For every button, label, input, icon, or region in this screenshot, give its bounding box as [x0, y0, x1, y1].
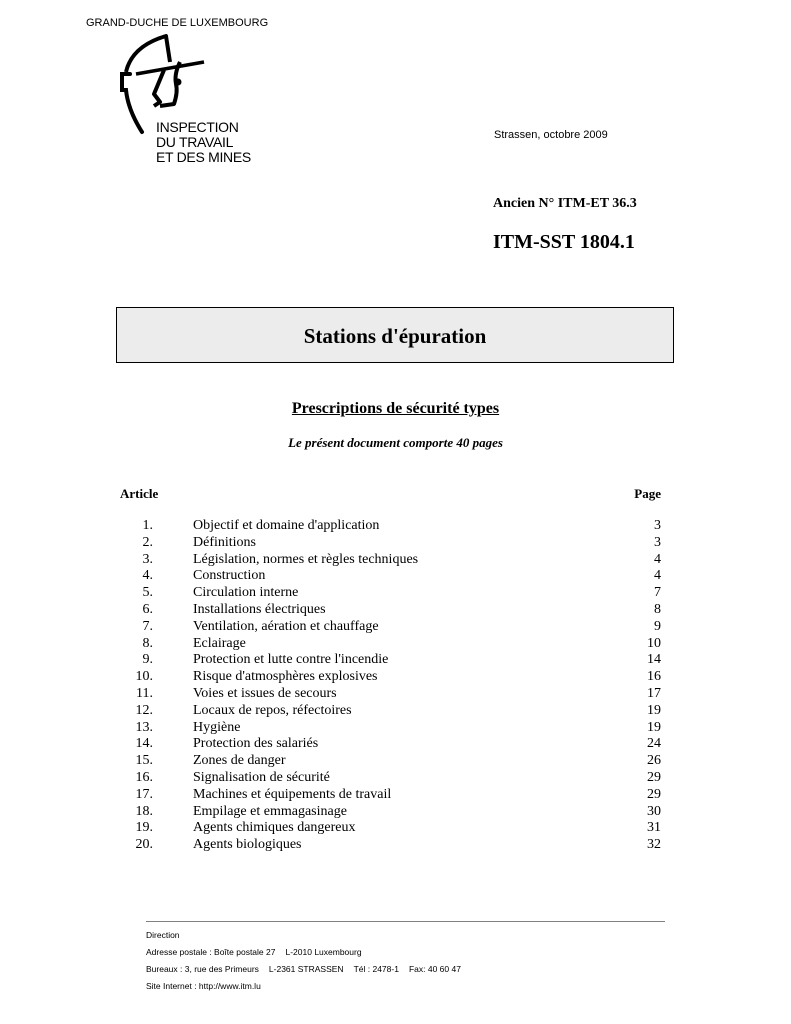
toc-row-page: 10 — [647, 635, 661, 651]
toc-row-number: 2. — [142, 534, 153, 550]
toc-row — [116, 652, 661, 669]
toc-row — [116, 535, 661, 552]
toc-row-number: 9. — [142, 652, 153, 668]
toc-row — [116, 753, 661, 770]
toc-row-number: 8. — [142, 635, 153, 651]
toc-row-number: 10. — [135, 669, 153, 685]
toc-row-title: Zones de danger — [193, 753, 286, 769]
footer-website: Site Internet : http://www.itm.lu — [146, 981, 261, 991]
toc-row-number: 20. — [135, 837, 153, 853]
toc-row-title: Eclairage — [193, 635, 246, 651]
toc-row-number: 13. — [135, 719, 153, 735]
footer-postal-address — [146, 946, 461, 963]
toc-row — [116, 720, 661, 737]
toc-row — [116, 787, 661, 804]
org-name-line-1: INSPECTION — [156, 119, 239, 135]
toc-row-title: Locaux de repos, réfectoires — [193, 702, 352, 718]
document-code: ITM-SST 1804.1 — [493, 231, 635, 253]
toc-header-page: Page — [634, 486, 661, 501]
toc-row-page: 29 — [647, 769, 661, 785]
toc-row-number: 17. — [135, 786, 153, 802]
country-name: GRAND-DUCHE DE LUXEMBOURG — [86, 17, 269, 29]
footer-tel: Tél : 2478-1 — [353, 964, 399, 974]
toc-row-page: 8 — [654, 601, 661, 617]
toc-row-title: Ventilation, aération et chauffage — [193, 618, 379, 634]
footer-direction: Direction — [146, 930, 180, 940]
toc-row-page: 9 — [654, 618, 661, 634]
toc-row-title: Circulation interne — [193, 585, 299, 601]
toc-row-page: 19 — [647, 719, 661, 735]
org-name-line-3: ET DES MINES — [156, 149, 251, 165]
toc-row-title: Hygiène — [193, 719, 241, 735]
toc-row-page: 4 — [654, 568, 661, 584]
document-date: Strassen, octobre 2009 — [494, 129, 608, 141]
toc-row-number: 1. — [142, 518, 153, 533]
toc-row-title: Voies et issues de secours — [193, 685, 337, 701]
toc-row — [116, 619, 661, 636]
itm-logo — [108, 32, 268, 172]
toc-row-number: 5. — [142, 585, 153, 601]
toc-row-title: Signalisation de sécurité — [193, 769, 330, 785]
page-count-note: Le présent document comporte 40 pages — [288, 435, 503, 450]
toc-row-page: 16 — [647, 669, 661, 685]
toc-row-number: 6. — [142, 601, 153, 617]
document-subtitle: Prescriptions de sécurité types — [291, 400, 500, 417]
toc-row-title: Risque d'atmosphères explosives — [193, 669, 378, 685]
toc-row — [116, 736, 661, 753]
toc-row-number: 18. — [135, 803, 153, 819]
toc-row-page: 4 — [654, 551, 661, 567]
toc-row — [116, 686, 661, 703]
toc-row — [116, 669, 661, 686]
toc-row-number: 16. — [135, 769, 153, 785]
former-number: Ancien N° ITM-ET 36.3 — [493, 196, 637, 211]
toc-row — [116, 636, 661, 653]
toc-row-title: Construction — [193, 568, 266, 584]
toc-row — [116, 770, 661, 787]
org-name-line-2: DU TRAVAIL — [156, 134, 234, 150]
toc-row-page: 32 — [647, 837, 661, 853]
toc-row-page: 3 — [654, 518, 661, 533]
toc-row-page: 31 — [647, 820, 661, 836]
footer-postal-label: Adresse postale : Boîte postale 27 — [146, 947, 276, 957]
toc-row-title: Agents biologiques — [193, 837, 302, 853]
footer-divider — [146, 921, 665, 922]
toc-row-number: 4. — [142, 568, 153, 584]
footer-office-city: L-2361 STRASSEN — [268, 964, 344, 974]
toc-row-title: Législation, normes et règles techniques — [193, 551, 419, 567]
toc-row-number: 11. — [136, 685, 153, 701]
toc-row — [116, 518, 661, 535]
toc-row-page: 19 — [647, 702, 661, 718]
document-title: Stations d'épuration — [116, 307, 674, 363]
footer-office-address — [146, 963, 461, 980]
toc-row-page: 29 — [647, 786, 661, 802]
toc-row-title: Définitions — [193, 534, 256, 550]
toc-row — [116, 602, 661, 619]
footer-postal-city: L-2010 Luxembourg — [285, 947, 362, 957]
toc-row-page: 7 — [654, 585, 661, 601]
toc-row — [116, 820, 661, 837]
toc-row-page: 17 — [647, 685, 661, 701]
toc-row — [116, 804, 661, 821]
footer-fax: Fax: 40 60 47 — [408, 964, 461, 974]
toc-row-title: Empilage et emmagasinage — [193, 803, 347, 819]
toc-row-title: Protection des salariés — [193, 736, 319, 752]
toc-row-page: 26 — [647, 753, 661, 769]
toc-row — [116, 568, 661, 585]
toc-row — [116, 703, 661, 720]
toc-row-number: 7. — [142, 618, 153, 634]
toc-row — [116, 837, 661, 854]
table-of-contents — [116, 518, 661, 854]
toc-row — [116, 585, 661, 602]
toc-row-title: Installations électriques — [193, 601, 326, 617]
toc-row-number: 15. — [135, 753, 153, 769]
toc-header-article: Article — [120, 486, 159, 501]
toc-row-number: 12. — [135, 702, 153, 718]
toc-row-page: 3 — [654, 534, 661, 550]
toc-row-page: 14 — [647, 652, 661, 668]
toc-row-number: 19. — [135, 820, 153, 836]
footer-office-label: Bureaux : 3, rue des Primeurs — [146, 964, 259, 974]
toc-row — [116, 552, 661, 569]
toc-row-title: Agents chimiques dangereux — [193, 820, 356, 836]
toc-row-title: Protection et lutte contre l'incendie — [193, 652, 389, 668]
toc-row-number: 14. — [135, 736, 153, 752]
footer — [146, 929, 461, 997]
toc-row-number: 3. — [142, 551, 153, 567]
toc-row-page: 30 — [647, 803, 661, 819]
toc-row-title: Machines et équipements de travail — [193, 786, 392, 802]
toc-row-page: 24 — [647, 736, 661, 752]
toc-row-title: Objectif et domaine d'application — [193, 518, 380, 533]
